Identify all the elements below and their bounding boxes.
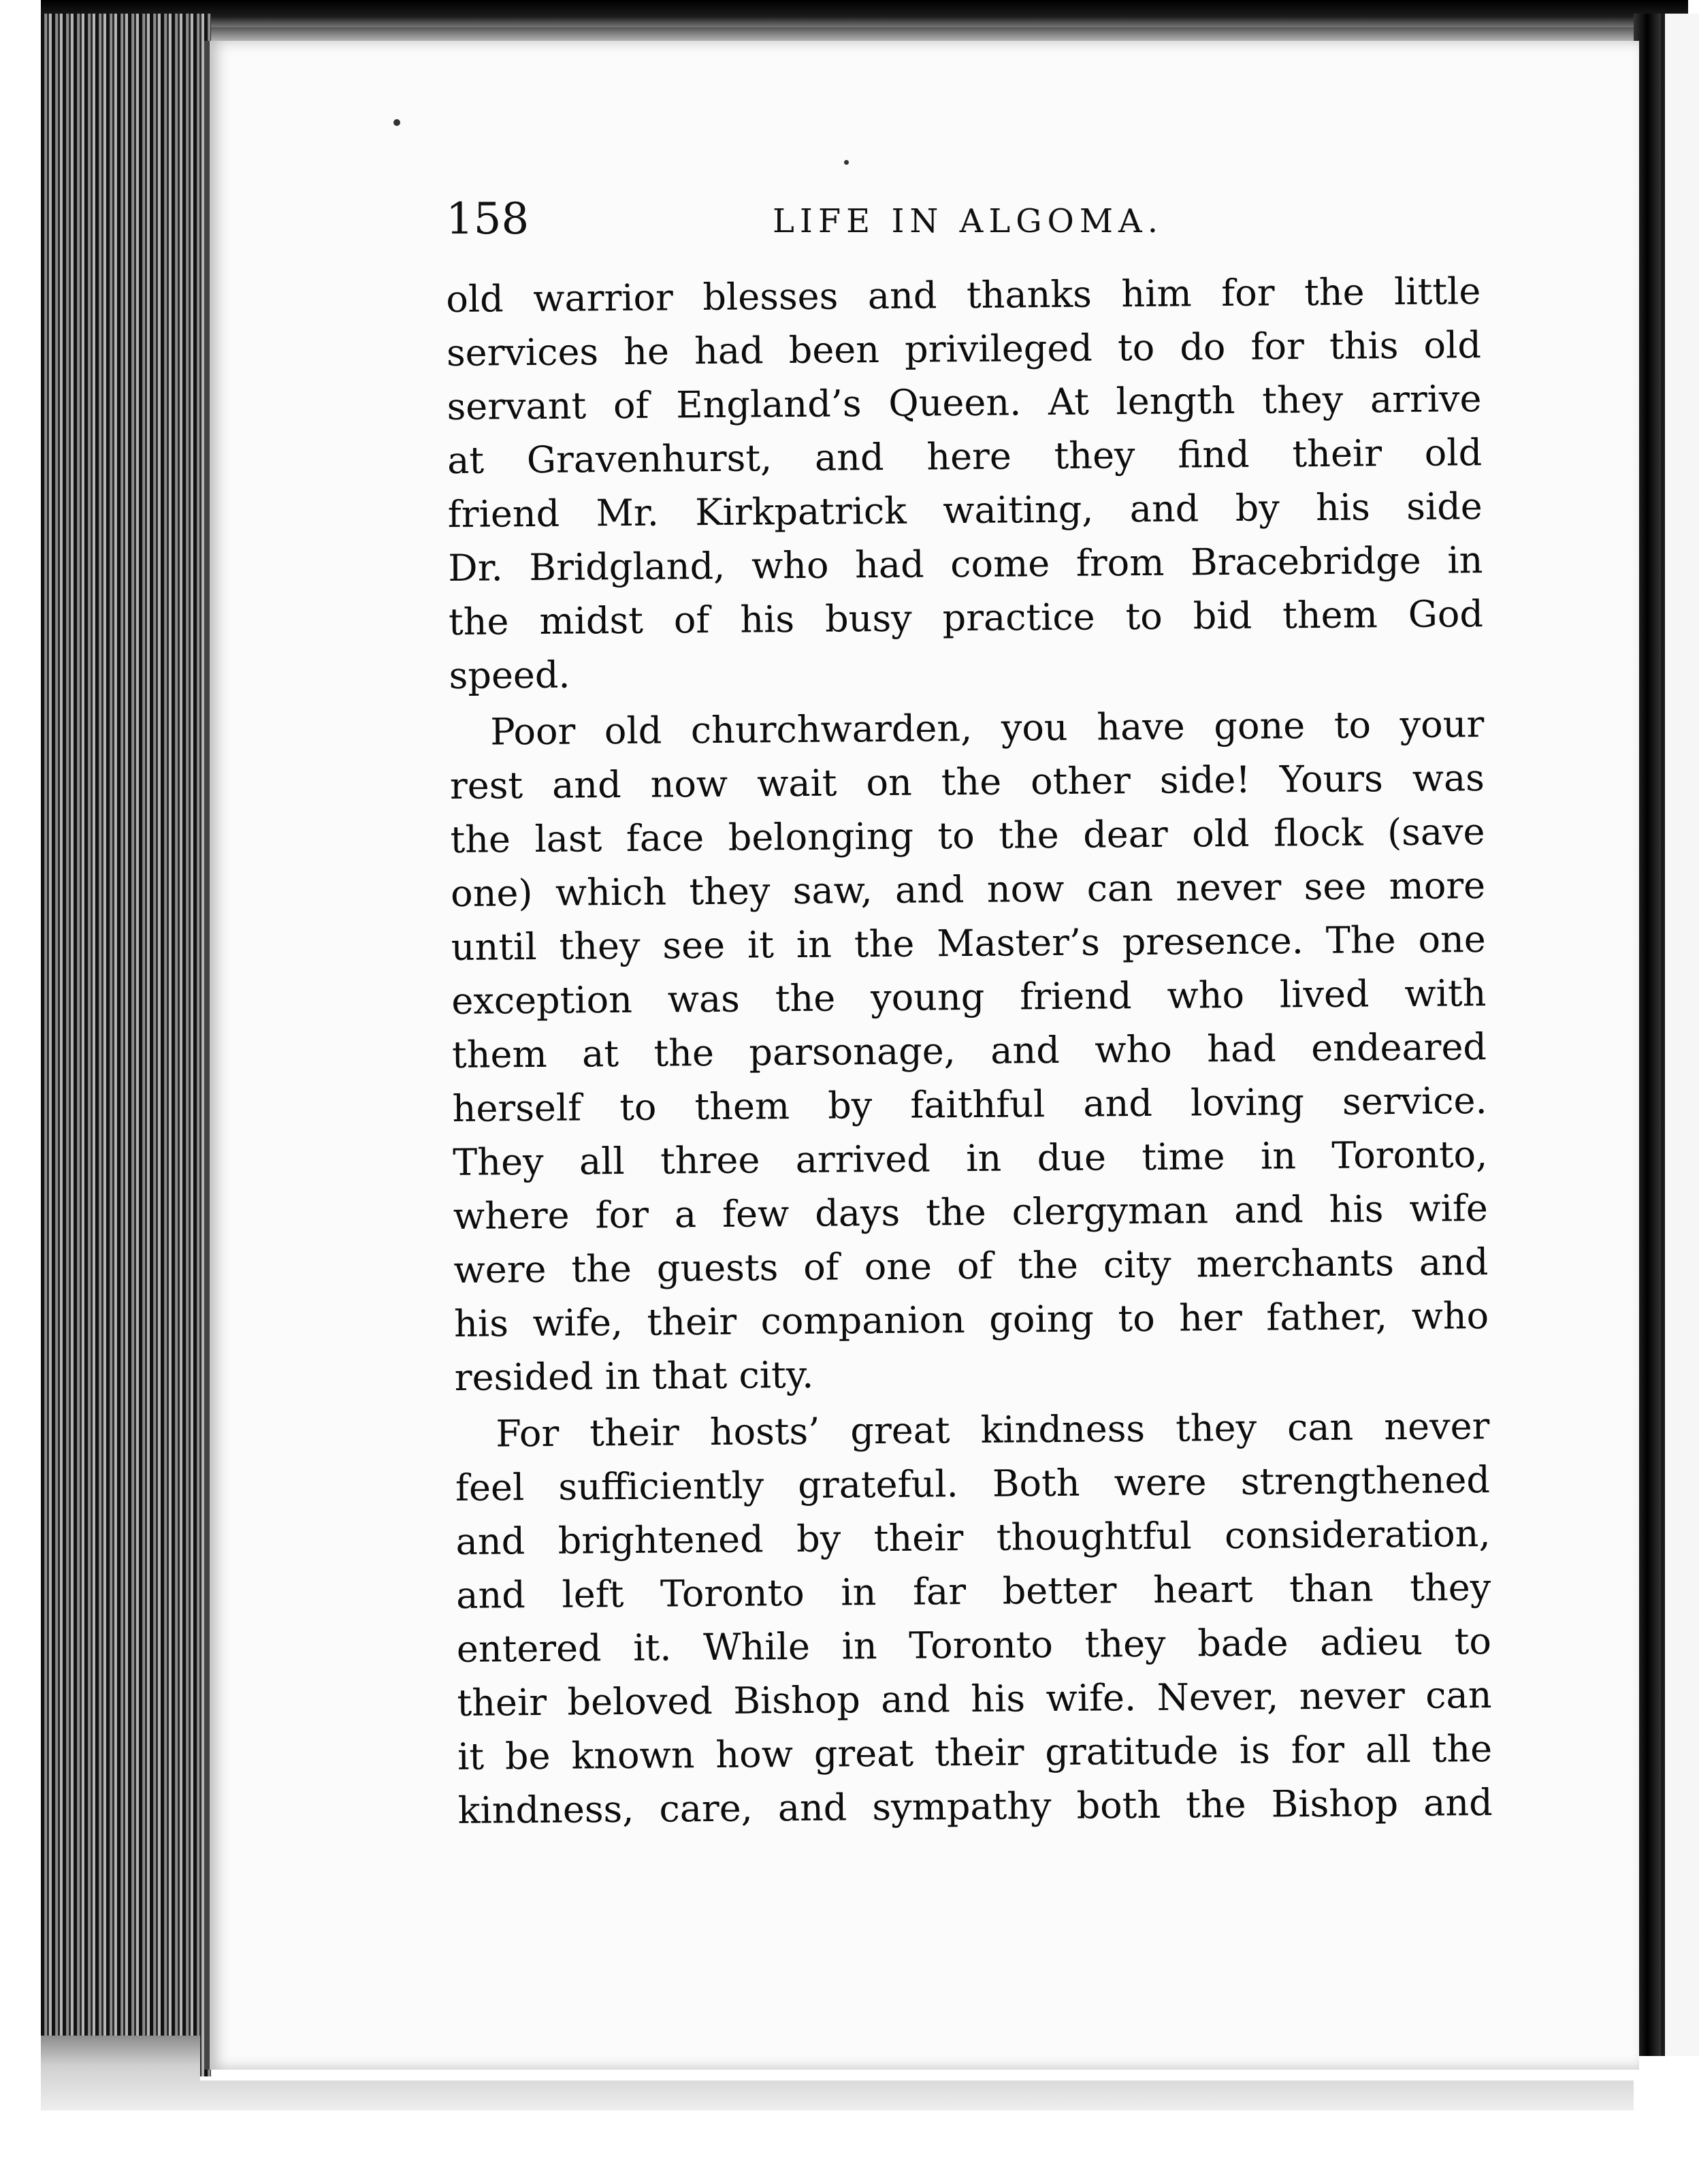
facing-page-strip xyxy=(1661,14,1699,2056)
page-number: 158 xyxy=(446,194,530,244)
text-line: were the guests of one of the city merchants and xyxy=(453,1240,1489,1291)
text-line: entered it. While in Toronto they bade adieu to xyxy=(456,1620,1492,1671)
text-line: their beloved Bishop and his wife. Never, never can xyxy=(457,1673,1492,1724)
ink-speck xyxy=(844,160,849,165)
text-line: herself to them by faithful and loving service. xyxy=(452,1079,1487,1130)
paragraph-2 xyxy=(449,697,1489,1404)
text-line: and brightened by their thoughtful consideration, xyxy=(455,1512,1491,1563)
text-line: exception was the young friend who lived with xyxy=(451,971,1487,1023)
text-line: speed. xyxy=(449,653,570,697)
text-line: servant of England’s Queen. At length they arrive xyxy=(447,377,1482,428)
ink-speck xyxy=(393,119,400,126)
text-line: services he had been privileged to do for this old xyxy=(446,323,1482,374)
paragraph-1 xyxy=(446,264,1484,703)
book-top-edge xyxy=(41,0,1688,27)
text-line: one) which they saw, and now can never see more xyxy=(450,864,1486,915)
text-line: where for a few days the clergyman and his wife xyxy=(453,1187,1489,1238)
text-line: Poor old churchwarden, you have gone to your xyxy=(490,703,1485,754)
text-line: old warrior blesses and thanks him for the little xyxy=(446,270,1481,321)
text-line: his wife, their companion going to her father, who xyxy=(453,1294,1489,1345)
text-line: friend Mr. Kirkpatrick waiting, and by his side xyxy=(447,485,1483,536)
book-page-edges xyxy=(41,14,211,2076)
text-line: They all three arrived in due time in Toronto, xyxy=(453,1133,1488,1184)
text-line: kindness, care, and sympathy both the Bishop and xyxy=(457,1780,1493,1832)
text-line: the midst of his busy practice to bid them God xyxy=(448,592,1484,643)
page-header xyxy=(446,194,1480,255)
body-text xyxy=(446,264,1493,1837)
text-line: For their hosts’ great kindness they can never xyxy=(496,1404,1490,1456)
text-line: at Gravenhurst, and here they find their old xyxy=(447,431,1483,482)
paragraph-3 xyxy=(455,1399,1493,1837)
running-title: LIFE IN ALGOMA. xyxy=(773,202,1163,240)
text-line: resided in that city. xyxy=(454,1353,814,1399)
text-line: rest and now wait on the other side! Yours was xyxy=(449,756,1485,807)
text-line: it be known how great their gratitude is for all the xyxy=(457,1727,1493,1778)
text-line: the last face belonging to the dear old flock (save xyxy=(450,810,1485,861)
text-line: feel sufficiently grateful. Both were strengthened xyxy=(455,1458,1491,1509)
text-line: and left Toronto in far better heart than they xyxy=(456,1566,1491,1617)
text-line: Dr. Bridgland, who had come from Bracebridge in xyxy=(448,539,1483,590)
text-line: them at the parsonage, and who had endeared xyxy=(451,1025,1487,1076)
text-line: until they see it in the Master’s presence. The one xyxy=(451,918,1486,969)
